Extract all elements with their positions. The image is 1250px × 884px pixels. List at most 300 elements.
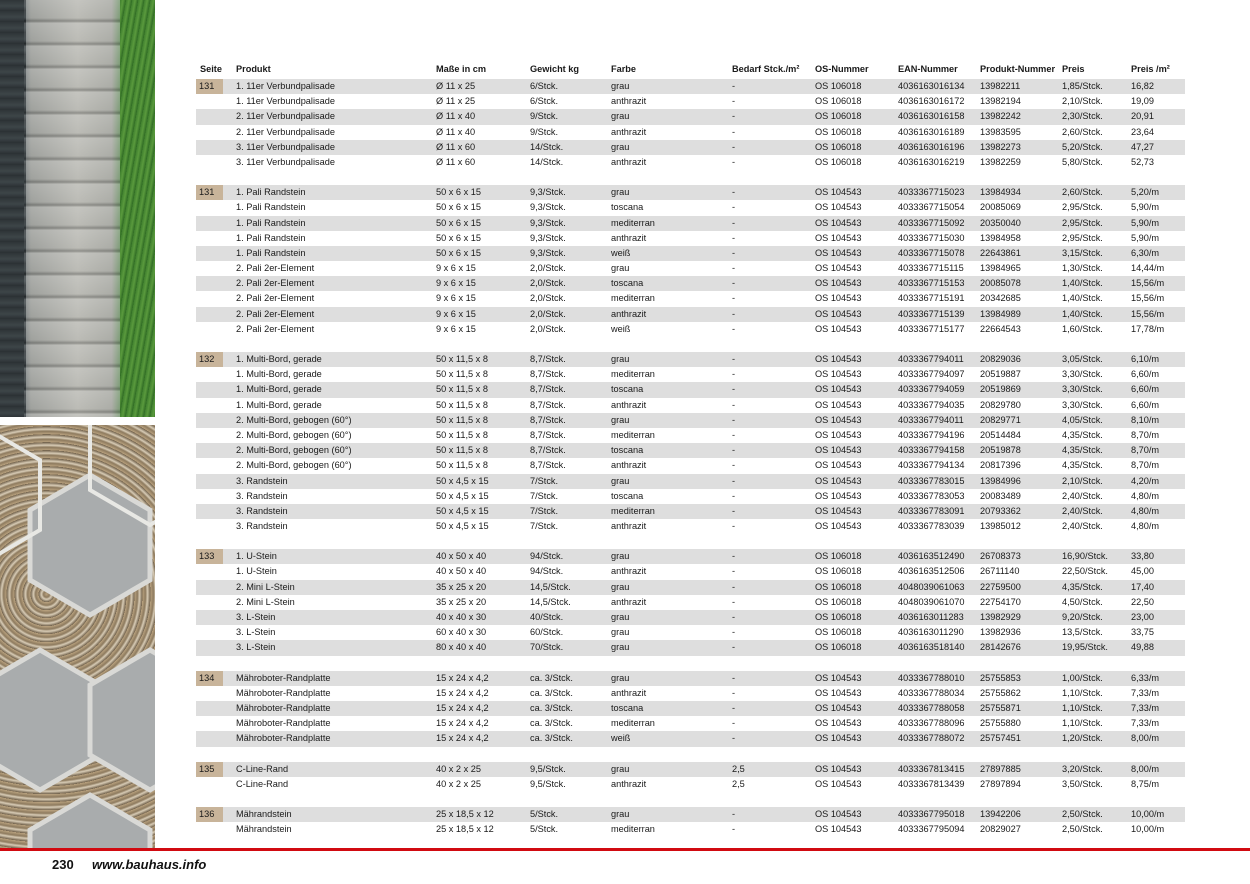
cell-masse: 35 x 25 x 20 bbox=[436, 596, 487, 607]
cell-masse: 60 x 40 x 30 bbox=[436, 627, 487, 638]
cell-bedarf: - bbox=[732, 551, 736, 562]
cell-preis: 1,40/Stck. bbox=[1062, 293, 1103, 304]
cell-os-nummer: OS 104543 bbox=[815, 202, 862, 213]
cell-preis-qm: 16,82 bbox=[1131, 81, 1154, 91]
cell-preis: 3,30/Stck. bbox=[1062, 399, 1103, 410]
cell-ean-nummer: 4033367794134 bbox=[898, 460, 965, 471]
cell-produkt: 3. L-Stein bbox=[236, 612, 276, 622]
seite-badge: 136 bbox=[196, 807, 223, 822]
cell-bedarf: - bbox=[732, 156, 736, 167]
cell-ean-nummer: 4048039061063 bbox=[898, 581, 965, 592]
cell-farbe: mediterran bbox=[611, 429, 655, 440]
cell-produkt-nummer: 20829780 bbox=[980, 399, 1021, 410]
cell-produkt-nummer: 13982211 bbox=[980, 81, 1021, 91]
cell-bedarf: - bbox=[732, 141, 736, 152]
cell-produkt-nummer: 13984958 bbox=[980, 232, 1021, 243]
cell-ean-nummer: 4033367715115 bbox=[898, 263, 964, 274]
table-row bbox=[196, 701, 1185, 716]
cell-ean-nummer: 4033367794196 bbox=[898, 429, 965, 440]
cell-preis-qm: 33,75 bbox=[1131, 627, 1154, 638]
cell-produkt-nummer: 22754170 bbox=[980, 596, 1021, 607]
cell-bedarf: - bbox=[732, 702, 736, 713]
cell-gewicht: 9,3/Stck. bbox=[530, 187, 566, 198]
palisade-border-photo bbox=[0, 0, 155, 417]
table-row bbox=[196, 398, 1185, 413]
cell-ean-nummer: 4033367794097 bbox=[898, 369, 965, 380]
cell-masse: 50 x 11,5 x 8 bbox=[436, 460, 488, 471]
cell-preis: 2,50/Stck. bbox=[1062, 824, 1103, 835]
cell-preis: 2,40/Stck. bbox=[1062, 505, 1103, 516]
cell-produkt: 1. Multi-Bord, gerade bbox=[236, 384, 322, 395]
product-group bbox=[196, 762, 1185, 792]
cell-bedarf: - bbox=[732, 490, 736, 501]
cell-os-nummer: OS 104543 bbox=[815, 354, 862, 364]
cell-preis: 19,95/Stck. bbox=[1062, 642, 1108, 653]
cell-farbe: anthrazit bbox=[611, 232, 647, 243]
cell-bedarf: - bbox=[732, 323, 736, 334]
table-row bbox=[196, 155, 1185, 170]
cell-bedarf: - bbox=[732, 126, 736, 137]
cell-preis-qm: 4,80/m bbox=[1131, 521, 1160, 532]
cell-preis-qm: 17,78/m bbox=[1131, 323, 1165, 334]
cell-os-nummer: OS 104543 bbox=[815, 824, 862, 835]
cell-preis: 1,10/Stck. bbox=[1062, 702, 1103, 713]
cell-os-nummer: OS 104543 bbox=[815, 399, 862, 410]
cell-preis-qm: 6,33/m bbox=[1131, 672, 1160, 683]
cell-produkt: 2. 11er Verbundpalisade bbox=[236, 111, 335, 122]
cell-ean-nummer: 4033367715139 bbox=[898, 308, 965, 319]
cell-os-nummer: OS 104543 bbox=[815, 505, 862, 516]
cell-preis-qm: 6,30/m bbox=[1131, 247, 1160, 258]
cell-produkt-nummer: 28142676 bbox=[980, 642, 1021, 653]
table-row bbox=[196, 322, 1185, 337]
cell-farbe: anthrazit bbox=[611, 399, 647, 410]
table-row bbox=[196, 261, 1185, 276]
cell-os-nummer: OS 104543 bbox=[815, 687, 862, 698]
product-group bbox=[196, 671, 1185, 747]
cell-ean-nummer: 4033367794158 bbox=[898, 445, 965, 456]
cell-produkt-nummer: 22643861 bbox=[980, 247, 1021, 258]
cell-masse: 40 x 50 x 40 bbox=[436, 551, 487, 562]
table-row bbox=[196, 413, 1185, 428]
cell-ean-nummer: 4033367783091 bbox=[898, 505, 965, 516]
cell-masse: 9 x 6 x 15 bbox=[436, 323, 476, 334]
cell-ean-nummer: 4036163011283 bbox=[898, 612, 964, 622]
cell-produkt-nummer: 13982259 bbox=[980, 156, 1021, 167]
cell-farbe: toscana bbox=[611, 384, 644, 395]
cell-preis-qm: 8,70/m bbox=[1131, 429, 1160, 440]
cell-preis: 1,85/Stck. bbox=[1062, 81, 1103, 91]
cell-preis-qm: 14,44/m bbox=[1131, 263, 1165, 274]
cell-preis-qm: 15,56/m bbox=[1131, 278, 1165, 289]
cell-preis-qm: 15,56/m bbox=[1131, 308, 1165, 319]
cell-os-nummer: OS 104543 bbox=[815, 278, 862, 289]
table-row bbox=[196, 458, 1185, 473]
table-row bbox=[196, 504, 1185, 519]
cell-gewicht: 14,5/Stck. bbox=[530, 596, 571, 607]
cell-gewicht: 5/Stck. bbox=[530, 808, 559, 819]
cell-produkt-nummer: 20829027 bbox=[980, 824, 1021, 835]
cell-masse: 50 x 11,5 x 8 bbox=[436, 369, 488, 380]
cell-masse: 9 x 6 x 15 bbox=[436, 263, 476, 274]
cell-bedarf: 2,5 bbox=[732, 763, 745, 774]
cell-produkt: 1. Pali Randstein bbox=[236, 247, 306, 258]
cell-farbe: mediterran bbox=[611, 369, 655, 380]
cell-os-nummer: OS 106018 bbox=[815, 642, 862, 653]
cell-produkt-nummer: 20829036 bbox=[980, 354, 1021, 364]
cell-farbe: weiß bbox=[611, 247, 631, 258]
cell-ean-nummer: 4036163016196 bbox=[898, 141, 965, 152]
cell-ean-nummer: 4033367794011 bbox=[898, 354, 964, 364]
seite-badge: 135 bbox=[196, 762, 223, 777]
table-row bbox=[196, 185, 1185, 200]
cell-produkt-nummer: 13984989 bbox=[980, 308, 1021, 319]
cell-preis: 5,80/Stck. bbox=[1062, 156, 1103, 167]
cell-produkt-nummer: 20083489 bbox=[980, 490, 1021, 501]
cell-masse: 15 x 24 x 4,2 bbox=[436, 687, 489, 698]
cell-farbe: toscana bbox=[611, 702, 644, 713]
cell-gewicht: 9,3/Stck. bbox=[530, 217, 566, 228]
cell-bedarf: - bbox=[732, 202, 736, 213]
cell-produkt: 3. L-Stein bbox=[236, 642, 276, 653]
cell-bedarf: - bbox=[732, 581, 736, 592]
cell-gewicht: ca. 3/Stck. bbox=[530, 687, 573, 698]
table-row bbox=[196, 777, 1185, 792]
cell-farbe: grau bbox=[611, 141, 630, 152]
cell-preis-qm: 8,70/m bbox=[1131, 445, 1160, 456]
table-row bbox=[196, 686, 1185, 701]
cell-farbe: mediterran bbox=[611, 505, 655, 516]
table-row bbox=[196, 125, 1185, 140]
cell-farbe: mediterran bbox=[611, 293, 655, 304]
cell-os-nummer: OS 104543 bbox=[815, 733, 862, 744]
cell-bedarf: - bbox=[732, 612, 736, 622]
cell-preis-qm: 10,00/m bbox=[1131, 824, 1165, 835]
table-row bbox=[196, 216, 1185, 231]
header-ean-nummer: EAN-Nummer bbox=[898, 64, 958, 74]
seite-badge: 133 bbox=[196, 549, 223, 564]
cell-preis: 3,15/Stck. bbox=[1062, 247, 1103, 258]
cell-preis: 2,95/Stck. bbox=[1062, 217, 1103, 228]
cell-gewicht: ca. 3/Stck. bbox=[530, 702, 573, 713]
cell-preis: 5,20/Stck. bbox=[1062, 141, 1103, 152]
cell-farbe: grau bbox=[611, 612, 630, 622]
cell-preis-qm: 5,90/m bbox=[1131, 217, 1160, 228]
cell-preis: 2,50/Stck. bbox=[1062, 808, 1103, 819]
cell-bedarf: - bbox=[732, 399, 736, 410]
table-row bbox=[196, 716, 1185, 731]
cell-preis-qm: 15,56/m bbox=[1131, 293, 1165, 304]
cell-preis-qm: 23,64 bbox=[1131, 126, 1154, 137]
cell-gewicht: 8,7/Stck. bbox=[530, 414, 566, 425]
product-group bbox=[196, 79, 1185, 170]
cell-produkt-nummer: 13982273 bbox=[980, 141, 1021, 152]
cell-bedarf: 2,5 bbox=[732, 778, 745, 789]
website-link[interactable]: www.bauhaus.info bbox=[92, 857, 207, 872]
cell-preis: 2,10/Stck. bbox=[1062, 96, 1103, 107]
cell-os-nummer: OS 106018 bbox=[815, 596, 862, 607]
header-seite: Seite bbox=[200, 64, 222, 74]
cell-preis: 2,30/Stck. bbox=[1062, 111, 1103, 122]
header-farbe: Farbe bbox=[611, 64, 637, 74]
cell-produkt-nummer: 13982929 bbox=[980, 612, 1021, 622]
cell-farbe: grau bbox=[611, 475, 630, 486]
cell-farbe: grau bbox=[611, 672, 630, 683]
cell-bedarf: - bbox=[732, 263, 736, 274]
table-row bbox=[196, 580, 1185, 595]
table-row bbox=[196, 549, 1185, 564]
cell-preis: 4,35/Stck. bbox=[1062, 445, 1103, 456]
cell-masse: 50 x 4,5 x 15 bbox=[436, 475, 489, 486]
cell-produkt-nummer: 25757451 bbox=[980, 733, 1021, 744]
cell-preis: 3,50/Stck. bbox=[1062, 778, 1103, 789]
cell-farbe: mediterran bbox=[611, 824, 655, 835]
cell-bedarf: - bbox=[732, 445, 736, 456]
cell-produkt-nummer: 20342685 bbox=[980, 293, 1021, 304]
cell-gewicht: 5/Stck. bbox=[530, 824, 559, 835]
seite-badge: 134 bbox=[196, 671, 223, 686]
cell-produkt-nummer: 26711140 bbox=[980, 566, 1020, 577]
cell-ean-nummer: 4033367788058 bbox=[898, 702, 965, 713]
cell-os-nummer: OS 106018 bbox=[815, 627, 862, 638]
cell-produkt: 3. Randstein bbox=[236, 490, 288, 501]
cell-produkt: 3. Randstein bbox=[236, 521, 288, 532]
cell-produkt: 3. Randstein bbox=[236, 475, 288, 486]
cell-os-nummer: OS 104543 bbox=[815, 384, 862, 395]
cell-produkt: 1. Pali Randstein bbox=[236, 202, 306, 213]
cell-preis: 13,5/Stck. bbox=[1062, 627, 1103, 638]
table-row bbox=[196, 231, 1185, 246]
cell-produkt-nummer: 13982242 bbox=[980, 111, 1021, 122]
header-preis: Preis bbox=[1062, 64, 1085, 74]
cell-os-nummer: OS 104543 bbox=[815, 808, 862, 819]
cell-bedarf: - bbox=[732, 354, 736, 364]
cell-bedarf: - bbox=[732, 505, 736, 516]
cell-produkt-nummer: 20519878 bbox=[980, 445, 1021, 456]
table-row bbox=[196, 762, 1185, 777]
cell-farbe: anthrazit bbox=[611, 156, 647, 167]
header-produkt-nummer: Produkt-Nummer bbox=[980, 64, 1056, 74]
cell-preis: 16,90/Stck. bbox=[1062, 551, 1108, 562]
cell-preis: 1,00/Stck. bbox=[1062, 672, 1103, 683]
product-group bbox=[196, 185, 1185, 337]
cell-os-nummer: OS 104543 bbox=[815, 460, 862, 471]
cell-masse: 40 x 40 x 30 bbox=[436, 612, 487, 622]
cell-produkt: Mähroboter-Randplatte bbox=[236, 733, 331, 744]
cell-gewicht: 94/Stck. bbox=[530, 566, 564, 577]
table-row bbox=[196, 564, 1185, 579]
cell-masse: 50 x 4,5 x 15 bbox=[436, 521, 489, 532]
cell-farbe: grau bbox=[611, 763, 630, 774]
cell-gewicht: 70/Stck. bbox=[530, 642, 564, 653]
cell-masse: 50 x 6 x 15 bbox=[436, 202, 481, 213]
cell-preis: 3,20/Stck. bbox=[1062, 763, 1103, 774]
cell-bedarf: - bbox=[732, 232, 736, 243]
cell-gewicht: 9/Stck. bbox=[530, 126, 559, 137]
cell-ean-nummer: 4033367794059 bbox=[898, 384, 965, 395]
cell-bedarf: - bbox=[732, 596, 736, 607]
cell-preis-qm: 7,33/m bbox=[1131, 718, 1160, 729]
cell-os-nummer: OS 106018 bbox=[815, 566, 862, 577]
cell-preis: 1,60/Stck. bbox=[1062, 323, 1103, 334]
cell-farbe: grau bbox=[611, 642, 630, 653]
cell-os-nummer: OS 104543 bbox=[815, 672, 862, 683]
cell-bedarf: - bbox=[732, 308, 736, 319]
cell-ean-nummer: 4048039061070 bbox=[898, 596, 965, 607]
cell-farbe: grau bbox=[611, 551, 630, 562]
cell-masse: 80 x 40 x 40 bbox=[436, 642, 487, 653]
cell-ean-nummer: 4033367715153 bbox=[898, 278, 965, 289]
cell-gewicht: 8,7/Stck. bbox=[530, 429, 566, 440]
table-row bbox=[196, 94, 1185, 109]
header-preis-qm: Preis /m² bbox=[1131, 64, 1170, 74]
header-masse: Maße in cm bbox=[436, 64, 487, 74]
cell-farbe: anthrazit bbox=[611, 308, 647, 319]
cell-produkt-nummer: 20519869 bbox=[980, 384, 1021, 395]
cell-os-nummer: OS 106018 bbox=[815, 156, 862, 167]
cell-farbe: mediterran bbox=[611, 217, 655, 228]
cell-preis-qm: 6,60/m bbox=[1131, 369, 1160, 380]
cell-preis: 1,40/Stck. bbox=[1062, 278, 1103, 289]
table-row bbox=[196, 382, 1185, 397]
cell-gewicht: 2,0/Stck. bbox=[530, 293, 566, 304]
cell-masse: 50 x 11,5 x 8 bbox=[436, 354, 488, 364]
cell-preis: 2,60/Stck. bbox=[1062, 126, 1103, 137]
cell-ean-nummer: 4033367715054 bbox=[898, 202, 965, 213]
cell-ean-nummer: 4033367783015 bbox=[898, 475, 965, 486]
cell-preis: 1,10/Stck. bbox=[1062, 687, 1103, 698]
cell-produkt-nummer: 13942206 bbox=[980, 808, 1021, 819]
cell-ean-nummer: 4033367715030 bbox=[898, 232, 965, 243]
cell-bedarf: - bbox=[732, 278, 736, 289]
cell-preis: 2,40/Stck. bbox=[1062, 490, 1103, 501]
cell-farbe: grau bbox=[611, 187, 630, 198]
cell-preis-qm: 52,73 bbox=[1131, 156, 1154, 167]
cell-gewicht: 14,5/Stck. bbox=[530, 581, 571, 592]
cell-gewicht: 7/Stck. bbox=[530, 475, 559, 486]
cell-gewicht: ca. 3/Stck. bbox=[530, 672, 573, 683]
header-os-nummer: OS-Nummer bbox=[815, 64, 869, 74]
cell-farbe: anthrazit bbox=[611, 521, 647, 532]
cell-gewicht: 60/Stck. bbox=[530, 627, 564, 638]
cell-masse: 15 x 24 x 4,2 bbox=[436, 718, 489, 729]
cell-gewicht: 6/Stck. bbox=[530, 81, 559, 91]
cell-gewicht: 9,5/Stck. bbox=[530, 778, 566, 789]
table-row bbox=[196, 140, 1185, 155]
product-group bbox=[196, 549, 1185, 655]
cell-preis: 4,35/Stck. bbox=[1062, 429, 1103, 440]
cell-bedarf: - bbox=[732, 808, 736, 819]
cell-preis-qm: 6,60/m bbox=[1131, 384, 1160, 395]
cell-preis: 3,30/Stck. bbox=[1062, 384, 1103, 395]
cell-bedarf: - bbox=[732, 217, 736, 228]
table-row bbox=[196, 367, 1185, 382]
cell-produkt-nummer: 20829771 bbox=[980, 414, 1021, 425]
cell-bedarf: - bbox=[732, 111, 736, 122]
cell-preis-qm: 8,00/m bbox=[1131, 763, 1160, 774]
cell-ean-nummer: 4036163011290 bbox=[898, 627, 964, 638]
cell-os-nummer: OS 104543 bbox=[815, 187, 862, 198]
cell-farbe: weiß bbox=[611, 733, 631, 744]
cell-farbe: grau bbox=[611, 263, 630, 274]
cell-produkt: Mähroboter-Randplatte bbox=[236, 672, 331, 683]
cell-os-nummer: OS 104543 bbox=[815, 429, 862, 440]
cell-gewicht: 9,5/Stck. bbox=[530, 763, 566, 774]
cell-produkt: 1. Multi-Bord, gerade bbox=[236, 354, 322, 364]
cell-ean-nummer: 4036163016172 bbox=[898, 96, 965, 107]
cell-bedarf: - bbox=[732, 384, 736, 395]
product-group bbox=[196, 352, 1185, 534]
product-photo-strip bbox=[0, 0, 155, 848]
cell-produkt-nummer: 20519887 bbox=[980, 369, 1021, 380]
cell-masse: 50 x 11,5 x 8 bbox=[436, 445, 488, 456]
cell-ean-nummer: 4033367813415 bbox=[898, 763, 965, 774]
cell-masse: 15 x 24 x 4,2 bbox=[436, 733, 489, 744]
cell-os-nummer: OS 104543 bbox=[815, 718, 862, 729]
cell-produkt-nummer: 20085078 bbox=[980, 278, 1021, 289]
cell-ean-nummer: 4033367794035 bbox=[898, 399, 965, 410]
cell-gewicht: 8,7/Stck. bbox=[530, 354, 566, 364]
cell-ean-nummer: 4033367795094 bbox=[898, 824, 965, 835]
cell-bedarf: - bbox=[732, 566, 736, 577]
cell-masse: 50 x 4,5 x 15 bbox=[436, 505, 489, 516]
cell-preis-qm: 8,00/m bbox=[1131, 733, 1160, 744]
cell-ean-nummer: 4033367715078 bbox=[898, 247, 965, 258]
cell-farbe: grau bbox=[611, 81, 630, 91]
cell-ean-nummer: 4033367783053 bbox=[898, 490, 965, 501]
cell-preis-qm: 22,50 bbox=[1131, 596, 1154, 607]
cell-produkt: 2. Mini L-Stein bbox=[236, 581, 295, 592]
cell-os-nummer: OS 104543 bbox=[815, 475, 862, 486]
cell-os-nummer: OS 104543 bbox=[815, 521, 862, 532]
cell-farbe: grau bbox=[611, 581, 630, 592]
cell-produkt-nummer: 27897885 bbox=[980, 763, 1021, 774]
cell-masse: 50 x 11,5 x 8 bbox=[436, 399, 488, 410]
cell-produkt: 2. Pali 2er-Element bbox=[236, 278, 315, 289]
cell-produkt-nummer: 13982936 bbox=[980, 627, 1021, 638]
table-row bbox=[196, 200, 1185, 215]
cell-os-nummer: OS 104543 bbox=[815, 702, 862, 713]
cell-os-nummer: OS 106018 bbox=[815, 141, 862, 152]
cell-gewicht: 40/Stck. bbox=[530, 612, 564, 622]
cell-farbe: grau bbox=[611, 627, 630, 638]
cell-farbe: anthrazit bbox=[611, 687, 647, 698]
cell-produkt: 1. Pali Randstein bbox=[236, 232, 306, 243]
cell-gewicht: 8,7/Stck. bbox=[530, 384, 566, 395]
product-group bbox=[196, 807, 1185, 837]
cell-preis-qm: 8,10/m bbox=[1131, 414, 1160, 425]
cell-masse: 40 x 50 x 40 bbox=[436, 566, 487, 577]
cell-farbe: anthrazit bbox=[611, 596, 647, 607]
table-row bbox=[196, 291, 1185, 306]
footer-divider bbox=[0, 848, 1250, 851]
table-row bbox=[196, 246, 1185, 261]
cell-preis-qm: 49,88 bbox=[1131, 642, 1154, 653]
cell-gewicht: 2,0/Stck. bbox=[530, 278, 566, 289]
cell-produkt: 1. Pali Randstein bbox=[236, 187, 306, 198]
seite-badge: 131 bbox=[196, 185, 223, 200]
cell-produkt-nummer: 20514484 bbox=[980, 429, 1021, 440]
cell-produkt: 2. Mini L-Stein bbox=[236, 596, 295, 607]
cell-produkt-nummer: 20085069 bbox=[980, 202, 1021, 213]
table-row bbox=[196, 595, 1185, 610]
cell-ean-nummer: 4036163512506 bbox=[898, 566, 965, 577]
cell-produkt-nummer: 25755880 bbox=[980, 718, 1021, 729]
cell-preis: 3,30/Stck. bbox=[1062, 369, 1103, 380]
cell-masse: 40 x 2 x 25 bbox=[436, 763, 481, 774]
product-table bbox=[196, 60, 1185, 837]
cell-preis: 4,35/Stck. bbox=[1062, 460, 1103, 471]
